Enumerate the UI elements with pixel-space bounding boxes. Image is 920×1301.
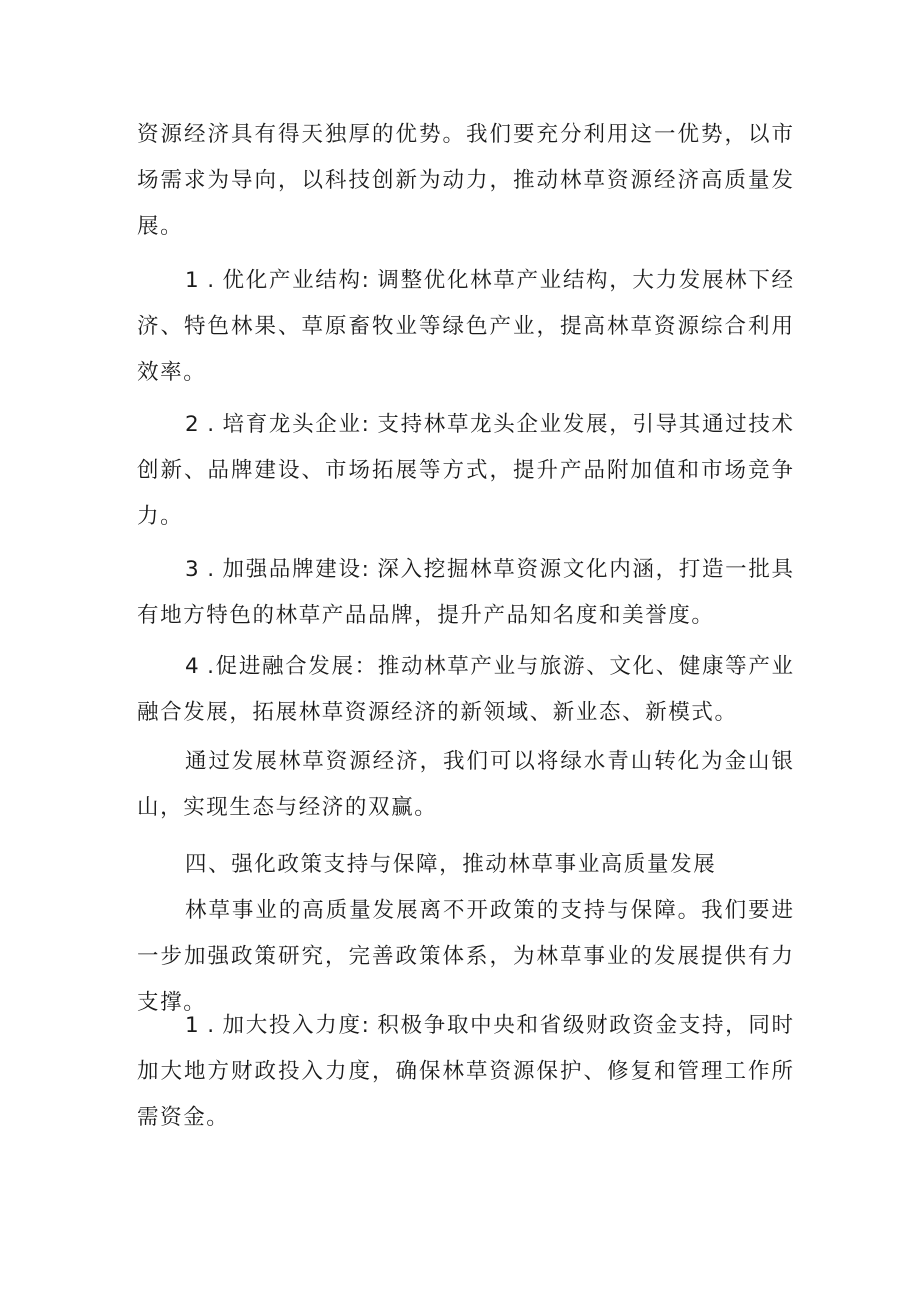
paragraph-intro-continued (137, 112, 793, 250)
paragraph-line: 效率。 (137, 360, 207, 385)
paragraph-line: 展。 (137, 214, 184, 239)
paragraph-line: 场需求为导向，以科技创新为动力，推动林草资源经济高质量发 (137, 168, 793, 193)
paragraph-line: 力。 (137, 504, 184, 529)
paragraph-line: 有地方特色的林草产品品牌，提升产品知名度和美誉度。 (137, 603, 715, 628)
paragraph-line: 2 . 培育龙头企业: 支持林草龙头企业发展，引导其通过技术 (185, 412, 793, 437)
section-heading (137, 842, 793, 888)
paragraph-line: 林草事业的高质量发展离不开政策的支持与保障。我们要进 (185, 898, 793, 923)
paragraph-line: 3 . 加强品牌建设: 深入挖掘林草资源文化内涵，打造一批具 (185, 557, 793, 582)
paragraph-line: 需资金。 (137, 1105, 230, 1130)
paragraph-line: 山，实现生态与经济的双赢。 (137, 795, 438, 820)
paragraph-line: 加大地方财政投入力度，确保林草资源保护、修复和管理工作所 (137, 1059, 793, 1084)
paragraph-item-2-enterprise (137, 402, 793, 540)
paragraph-line: 通过发展林草资源经济，我们可以将绿水青山转化为金山银 (185, 749, 793, 774)
paragraph-line: 1 . 加大投入力度: 积极争取中央和省级财政资金支持，同时 (185, 1013, 793, 1038)
paragraph-line: 资源经济具有得天独厚的优势。我们要充分利用这一优势，以市 (137, 122, 793, 147)
paragraph-item-1-investment (137, 1003, 793, 1141)
section-heading-text: 四、强化政策支持与保障，推动林草事业高质量发展 (185, 852, 717, 877)
paragraph-line: 创新、品牌建设、市场拓展等方式，提升产品附加值和市场竞争 (137, 458, 793, 483)
paragraph-summary (137, 739, 793, 831)
paragraph-line: 一步加强政策研究，完善政策体系，为林草事业的发展提供有力 (137, 944, 793, 969)
paragraph-item-4-integration (137, 644, 793, 736)
paragraph-line: 济、特色林果、草原畜牧业等绿色产业，提高林草资源综合利用 (137, 314, 793, 339)
paragraph-line: 4 .促进融合发展：推动林草产业与旅游、文化、健康等产业 (185, 654, 793, 679)
paragraph-item-3-brand (137, 547, 793, 639)
paragraph-line: 支撑。 (137, 990, 207, 1015)
paragraph-item-1-industry (137, 258, 793, 396)
paragraph-line: 1 . 优化产业结构: 调整优化林草产业结构，大力发展林下经 (185, 268, 793, 293)
paragraph-line: 融合发展，拓展林草资源经济的新领域、新业态、新模式。 (137, 700, 738, 725)
